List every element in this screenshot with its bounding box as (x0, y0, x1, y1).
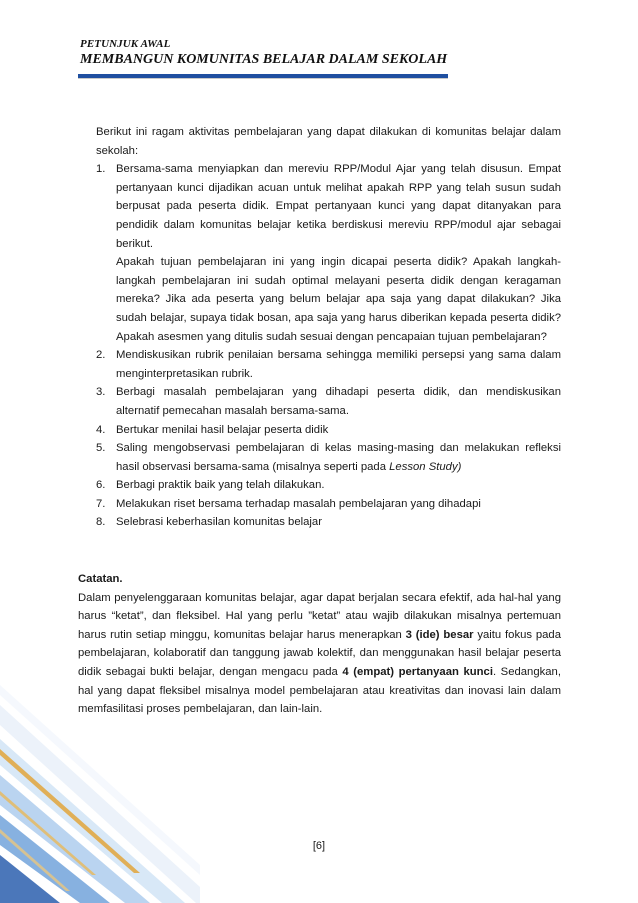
list-item-text: Bertukar menilai hasil belajar peserta didik (116, 423, 329, 436)
activity-list (96, 160, 561, 532)
activity-section (96, 123, 561, 532)
page-number: [6] (312, 840, 326, 852)
list-item (96, 476, 561, 495)
list-item-text: Mendiskusikan rubrik penilaian bersama sehingga memiliki persepsi yang sama dalam menginterpretasikan rubrik. (116, 349, 561, 380)
list-number: 3. (96, 386, 106, 399)
list-item-questions: Apakah tujuan pembelajaran ini yang ingin dicapai peserta didik? Apakah langkah-langkah pembelajaran ini sudah optimal melayani peserta didik dengan keragaman mereka? Jika ada peserta yang belum belajar apa saja yang dapat dilakukan? Jika sudah belajar, supaya tidak bosan, apa saja yang harus diberikan kepada peserta didik? Apakah asesmen yang ditulis sudah sesuai dengan pencapaian tujuan pembelajaran? (116, 256, 561, 343)
list-item (96, 421, 561, 440)
intro-paragraph: Berikut ini ragam aktivitas pembelajaran yang dapat dilakukan di komunitas belajar dalam sekolah: (96, 126, 561, 157)
list-item-main-text: Saling mengobservasi pembelajaran di kelas masing-masing dan melakukan refleksi hasil observasi bersama-sama (misalnya seperti pada (116, 442, 561, 473)
list-number: 8. (96, 516, 106, 529)
list-item (96, 383, 561, 420)
lesson-study-term: Lesson Study) (389, 460, 462, 473)
list-item-text: Selebrasi keberhasilan komunitas belajar (116, 516, 322, 529)
header-rule-shadow (78, 78, 448, 79)
list-number: 1. (96, 163, 106, 176)
list-item-text: Bersama-sama menyiapkan dan mereviu RPP/Modul Ajar yang telah disusun. Empat pertanyaan kunci dijadikan acuan untuk melihat apakah RPP yang telah susun sudah berpusat pada peserta didik. Empat pertanyaan kunci yang dapat ditanyakan para pendidik dalam komunitas belajar ketika berdiskusi mereviu RPP/modul ajar sebagai berikut. (116, 163, 561, 250)
list-item (96, 346, 561, 383)
decorative-corner-stripes (0, 655, 200, 903)
list-item-text: Berbagi praktik baik yang telah dilakukan. (116, 479, 325, 492)
list-number: 2. (96, 349, 106, 362)
list-number: 4. (96, 423, 106, 436)
list-number: 7. (96, 497, 106, 510)
note-title: Catatan. (78, 573, 123, 585)
list-number: 5. (96, 442, 106, 455)
note-text-2: yaitu fokus pada pembelajaran, kolaboratif dan tanggung jawab kolektif, dan menggunakan hasil belajar peserta didik sebagai bukti belajar, dengan mengacu pada (78, 628, 561, 678)
note-text-3: . Sedangkan, hal yang dapat fleksibel misalnya model pembelajaran atau kreativitas dan inovasi lain dalam memfasilitasi proses pembelajaran, dan lain-lain. (78, 665, 561, 716)
list-item-text: Melakukan riset bersama terhadap masalah pembelajaran yang dihadapi (116, 497, 481, 510)
note-text-1: Dalam penyelenggaraan komunitas belajar, agar dapat berjalan secara efektif, ada hal-hal yang harus “ketat”, dan fleksibel. Hal yang perlu ”ketat” atau wajib dilakukan misalnya pertemuan harus rutin setiap minggu, komunitas belajar harus menerapkan (78, 591, 561, 641)
header-subtitle: PETUNJUK AWAL (80, 38, 171, 50)
list-item (96, 160, 561, 346)
list-item (96, 439, 561, 476)
page-header (80, 38, 448, 69)
list-item-text (116, 439, 561, 476)
list-item-text: Berbagi masalah pembelajaran yang dihadapi peserta didik, dan mendiskusikan alternatif pemecahan masalah bersama-sama. (116, 386, 561, 417)
note-bold-1: 3 (ide) besar (405, 628, 474, 641)
list-number: 6. (96, 479, 106, 492)
list-item (96, 495, 561, 514)
header-title: MEMBANGUN KOMUNITAS BELAJAR DALAM SEKOLAH (80, 52, 448, 67)
note-bold-2: 4 (empat) pertanyaan kunci (342, 665, 493, 678)
list-item (96, 513, 561, 532)
